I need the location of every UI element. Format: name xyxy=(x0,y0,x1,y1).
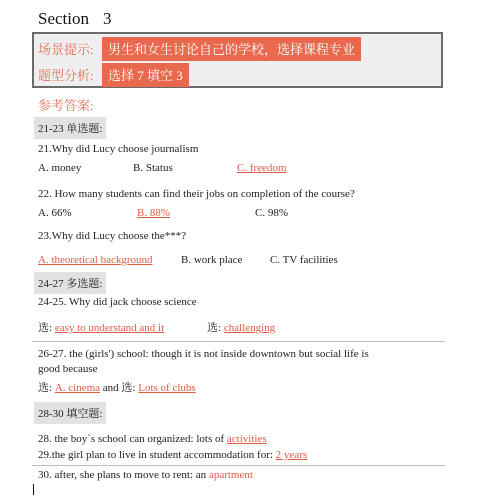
q24-answer-2: challenging xyxy=(223,322,276,334)
section-title xyxy=(38,9,112,29)
q23-option-b: B. work place xyxy=(181,254,243,266)
q24-answer-1: easy to understand and it xyxy=(54,322,165,334)
scene-label: 场景提示: xyxy=(38,42,94,57)
q28-text: 28. the boy`s school can organized: lots of xyxy=(38,433,225,445)
section-label: Section xyxy=(38,9,89,28)
pick-label: 选: xyxy=(121,382,136,394)
q22-option-a: A. 66% xyxy=(38,207,72,219)
and-word: and xyxy=(102,382,119,394)
q26-answer-1: A. cinema xyxy=(54,382,101,394)
q21-text: 21.Why did Lucy choose journalism xyxy=(38,143,199,155)
q21-option-b: B. Status xyxy=(133,162,173,174)
q26-picks xyxy=(38,379,196,395)
q29-text: 29.the girl plan to live in student accommodation for: xyxy=(38,449,273,461)
text-cursor xyxy=(33,484,34,495)
q24-text: 24-25. Why did jack choose science xyxy=(38,296,197,308)
q22-answer: B. 88% xyxy=(137,207,170,219)
q21-option-a: A. money xyxy=(38,162,82,174)
multi-choice-header: 24-27 多选题: xyxy=(34,272,106,294)
divider xyxy=(32,341,445,342)
q24-picks xyxy=(38,319,164,335)
pick-label: 选: xyxy=(38,322,53,334)
q26-answer-2: Lots of clubs xyxy=(138,382,196,394)
q26-text-line2: good because xyxy=(38,363,98,375)
fill-blank-header: 28-30 填空题: xyxy=(34,402,106,424)
q22-text: 22. How many students can find their jobs on completion of the course? xyxy=(38,188,355,200)
answer-header: 参考答案: xyxy=(38,98,94,113)
single-choice-header: 21-23 单选题: xyxy=(34,117,106,139)
divider xyxy=(32,465,445,466)
pick-label: 选: xyxy=(207,322,222,334)
q29-answer: 2 years xyxy=(275,449,308,461)
pick-label: 选: xyxy=(38,382,53,394)
scene-tag: 男生和女生讨论自己的学校，选择课程专业 xyxy=(102,37,361,61)
q30-line xyxy=(38,469,253,481)
q23-answer: A. theoretical background xyxy=(38,254,153,266)
q28-answer: activities xyxy=(226,433,267,445)
type-tag: 选择 7 填空 3 xyxy=(102,63,189,87)
q28-line xyxy=(38,433,267,445)
section-number: 3 xyxy=(103,9,112,28)
q30-answer: apartment xyxy=(208,469,253,481)
q21-answer: C. freedom xyxy=(237,162,287,174)
q23-text: 23.Why did Lucy choose the***? xyxy=(38,230,187,242)
q30-text: 30. after, she plans to move to rent: an xyxy=(38,469,207,481)
q26-text-line1: 26-27. the (girls') school: though it is not inside downtown but social life is xyxy=(38,348,369,360)
q29-line xyxy=(38,449,307,461)
q23-option-c: C. TV facilities xyxy=(270,254,338,266)
hint-box xyxy=(32,32,443,88)
q22-option-c: C. 98% xyxy=(255,207,288,219)
q24-picks-2 xyxy=(207,319,275,335)
type-label: 题型分析: xyxy=(38,68,94,83)
